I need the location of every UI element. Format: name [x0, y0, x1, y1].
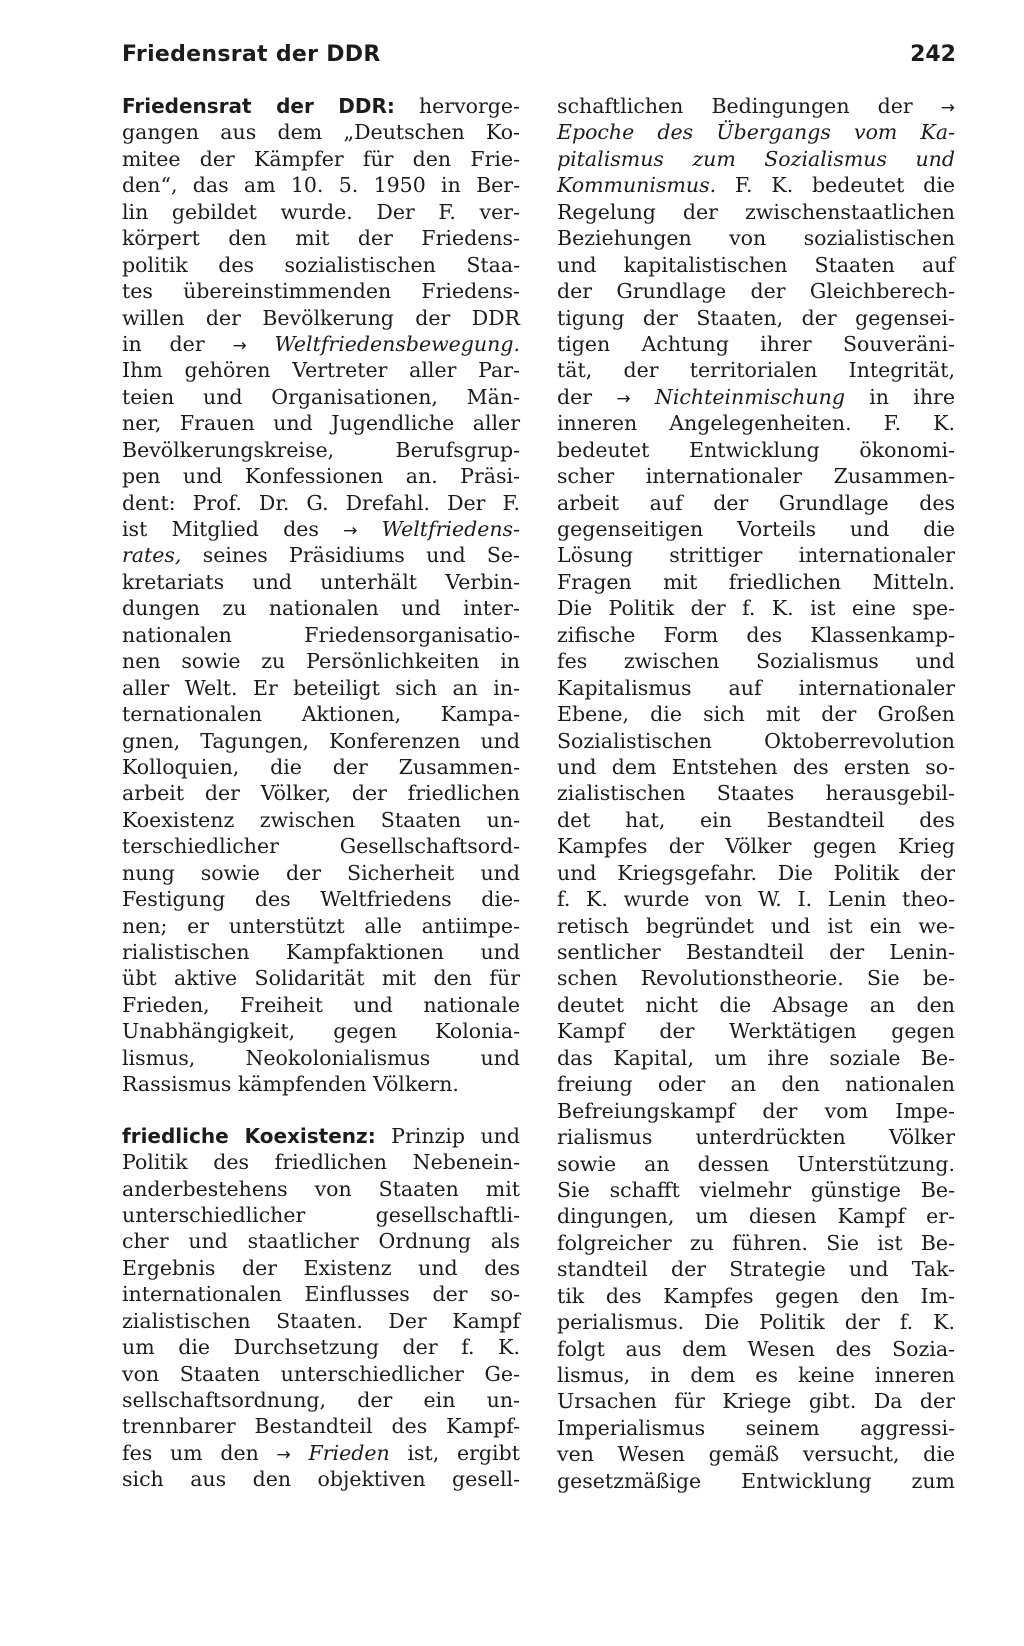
text-line: um die Durchsetzung der f. K. — [122, 1335, 520, 1360]
text-line: Kapitalismus auf internationaler — [557, 675, 955, 700]
paragraph-gap — [122, 1098, 520, 1123]
text-line: gesetzmäßige Entwicklung zum — [557, 1468, 955, 1493]
text-line: Fragen mit friedlichen Mitteln. — [557, 569, 955, 594]
text-line: Kampfes der Völker gegen Krieg — [557, 834, 955, 859]
text-line: Festigung des Weltfriedens die- — [122, 887, 520, 912]
text-line: fes zwischen Sozialismus und — [557, 649, 955, 674]
text-line: rialismus unterdrückten Völker — [557, 1125, 955, 1150]
text-line: Kolloquien, die der Zusammen- — [122, 754, 520, 779]
text-line: der Grundlage der Gleichberech- — [557, 279, 955, 304]
text-line: kretariats und unterhält Verbin- — [122, 569, 520, 594]
text-line: Politik des friedlichen Nebenein- — [122, 1150, 520, 1175]
text-line: gangen aus dem „Deutschen Ko- — [122, 120, 520, 145]
text-line: rates, seines Präsidiums und Se- — [122, 543, 520, 568]
text-line: arbeit der Völker, der friedlichen — [122, 781, 520, 806]
text-line: Lösung strittiger internationaler — [557, 543, 955, 568]
text-line: tät, der territorialen Integrität, — [557, 358, 955, 383]
text-line: Frieden, Freiheit und nationale — [122, 992, 520, 1017]
text-line: friedliche Koexistenz: Prinzip und — [122, 1123, 520, 1148]
text-line: nung sowie der Sicherheit und — [122, 860, 520, 885]
text-line: Kampf der Werktätigen gegen — [557, 1019, 955, 1044]
text-line: das Kapital, um ihre soziale Be- — [557, 1045, 955, 1070]
text-line: pen und Konfessionen an. Präsi- — [122, 464, 520, 489]
text-line: arbeit auf der Grundlage des — [557, 490, 955, 515]
text-line: Befreiungskampf der vom Impe- — [557, 1098, 955, 1123]
text-line: ner, Frauen und Jugendliche aller — [122, 411, 520, 436]
text-line: von Staaten unterschiedlicher Ge- — [122, 1361, 520, 1386]
left-column — [122, 93, 520, 1493]
text-line: Ihm gehören Vertreter aller Par- — [122, 358, 520, 383]
text-line: Ursachen für Kriege gibt. Da der — [557, 1389, 955, 1414]
text-line: dungen zu nationalen und inter- — [122, 596, 520, 621]
text-line: Beziehungen von sozialistischen — [557, 226, 955, 251]
text-line: sich aus den objektiven gesell- — [122, 1467, 520, 1492]
text-line: deutet nicht die Absage an den — [557, 992, 955, 1017]
entry-term: Friedensrat der DDR: — [122, 94, 395, 118]
cross-reference: Frieden — [308, 1440, 390, 1465]
text-line: perialismus. Die Politik der f. K. — [557, 1310, 955, 1335]
text-line: dent: Prof. Dr. G. Drefahl. Der F. — [122, 490, 520, 515]
text-line: freiung oder an den nationalen — [557, 1072, 955, 1097]
page-number: 242 — [910, 42, 956, 67]
text-line: Ergebnis der Existenz und des — [122, 1255, 520, 1280]
cross-reference: Weltfriedensbewegung. — [274, 331, 520, 356]
text-line: nationalen Friedensorganisatio- — [122, 622, 520, 647]
text-line: scher internationaler Zusammen- — [557, 464, 955, 489]
cross-reference-arrow-icon: → — [940, 98, 955, 118]
text-line: bedeutet Entwicklung ökonomi- — [557, 437, 955, 462]
text-line: Bevölkerungskreise, Berufsgrup- — [122, 437, 520, 462]
text-line: Friedensrat der DDR: hervorge- — [122, 94, 520, 118]
text-line: lismus, Neokolonialismus und — [122, 1045, 520, 1070]
text-line: und kapitalistischen Staaten auf — [557, 252, 955, 277]
text-line: anderbestehens von Staaten mit — [122, 1176, 520, 1201]
cross-reference-arrow-icon: → — [343, 521, 358, 541]
text-line: retisch begründet und ist ein we- — [557, 913, 955, 938]
running-head: Friedensrat der DDR — [122, 42, 381, 67]
text-line: in der → Weltfriedensbewegung. — [122, 331, 520, 356]
text-line: folgreicher zu führen. Sie ist Be- — [557, 1230, 955, 1255]
text-line: nen sowie zu Persönlichkeiten in — [122, 649, 520, 674]
cross-reference-arrow-icon: → — [276, 1444, 291, 1465]
text-line: teien und Organisationen, Män- — [122, 384, 520, 409]
cross-reference: rates, — [122, 543, 182, 568]
right-column — [557, 93, 955, 1494]
text-line: schaftlichen Bedingungen der → — [557, 94, 955, 118]
text-line: dingungen, um diesen Kampf er- — [557, 1204, 955, 1229]
text-line: Kommunismus. F. K. bedeutet die — [557, 173, 955, 198]
cross-reference-arrow-icon: → — [232, 335, 247, 356]
text-line: Koexistenz zwischen Staaten un- — [122, 807, 520, 832]
text-line: Die Politik der f. K. ist eine spe- — [557, 596, 955, 621]
text-line: gegenseitigen Vorteils und die — [557, 517, 955, 541]
text-line: f. K. wurde von W. I. Lenin theo- — [557, 887, 955, 912]
text-line: sellschaftsordnung, der ein un- — [122, 1388, 520, 1412]
text-line: folgt aus dem Wesen des Sozia- — [557, 1336, 955, 1361]
text-line: willen der Bevölkerung der DDR — [122, 305, 520, 330]
text-line: inneren Angelegenheiten. F. K. — [557, 411, 955, 436]
text-line: Imperialismus seinem aggressi- — [557, 1415, 955, 1440]
text-line: sentlicher Bestandteil der Lenin- — [557, 940, 955, 964]
text-line: und Kriegsgefahr. Die Politik der — [557, 860, 955, 885]
text-line: zifische Form des Klassenkamp- — [557, 622, 955, 647]
text-line: nen; er unterstützt alle antiimpe- — [122, 913, 520, 938]
entry-term: friedliche Koexistenz: — [122, 1123, 376, 1148]
text-line: Rassismus kämpfenden Völkern. — [122, 1072, 459, 1097]
cross-reference: pitalismus zum Sozialismus und — [557, 146, 955, 171]
cross-reference: Kommunismus. — [557, 173, 717, 198]
text-line: tik des Kampfes gegen den Im- — [557, 1283, 955, 1308]
text-line: den“, das am 10. 5. 1950 in Ber- — [122, 173, 520, 198]
text-line: zialistischen Staaten. Der Kampf — [122, 1308, 520, 1333]
text-line: sowie an dessen Unterstützung. — [557, 1151, 955, 1176]
text-line: und dem Entstehen des ersten so- — [557, 754, 955, 779]
text-line: Unabhängigkeit, gegen Kolonia- — [122, 1019, 520, 1044]
text-line: der → Nichteinmischung in ihre — [557, 384, 955, 409]
text-line: körpert den mit der Friedens- — [122, 226, 520, 251]
text-line: ven Wesen gemäß versucht, die — [557, 1442, 955, 1467]
text-line: übt aktive Solidarität mit den für — [122, 966, 520, 991]
text-line: schen Revolutionstheorie. Sie be- — [557, 966, 955, 991]
text-line: ternationalen Aktionen, Kampa- — [122, 702, 520, 727]
cross-reference: Nichteinmischung — [654, 384, 845, 409]
text-line: Sozialistischen Oktoberrevolution — [557, 728, 955, 753]
text-line: standteil der Strategie und Tak- — [557, 1257, 955, 1282]
text-line: lismus, in dem es keine inneren — [557, 1363, 955, 1387]
text-line: gnen, Tagungen, Konferenzen und — [122, 728, 520, 753]
text-line: politik des sozialistischen Staa- — [122, 252, 520, 277]
cross-reference: Epoche des Übergangs vom Ka- — [557, 120, 955, 145]
text-line: Sie schafft vielmehr günstige Be- — [557, 1177, 955, 1202]
text-line: rialistischen Kampfaktionen und — [122, 940, 520, 964]
text-line: Ebene, die sich mit der Großen — [557, 702, 955, 727]
text-line: cher und staatlicher Ordnung als — [122, 1229, 520, 1254]
text-line: det hat, ein Bestandteil des — [557, 807, 955, 832]
text-line: Regelung der zwischenstaatlichen — [557, 199, 955, 224]
text-line: lin gebildet wurde. Der F. ver- — [122, 199, 520, 224]
text-line: ist Mitglied des → Weltfriedens- — [122, 517, 520, 541]
cross-reference-arrow-icon: → — [616, 388, 631, 409]
text-line: aller Welt. Er beteiligt sich an in- — [122, 675, 520, 700]
text-line: tigen Achtung ihrer Souveräni- — [557, 331, 955, 356]
cross-reference: Weltfriedens- — [381, 517, 520, 541]
text-line: mitee der Kämpfer für den Frie- — [122, 146, 520, 171]
text-line: tigung der Staaten, der gegensei- — [557, 305, 955, 330]
text-line: internationalen Einflusses der so- — [122, 1282, 520, 1307]
text-line: unterschiedlicher gesellschaftli- — [122, 1202, 520, 1227]
text-line: trennbarer Bestandteil des Kampf- — [122, 1414, 520, 1439]
text-line: zialistischen Staates herausgebil- — [557, 781, 955, 806]
text-line: fes um den → Frieden ist, ergibt — [122, 1440, 520, 1465]
text-line: terschiedlicher Gesellschaftsord- — [122, 834, 520, 859]
text-line: tes übereinstimmenden Friedens- — [122, 279, 520, 304]
